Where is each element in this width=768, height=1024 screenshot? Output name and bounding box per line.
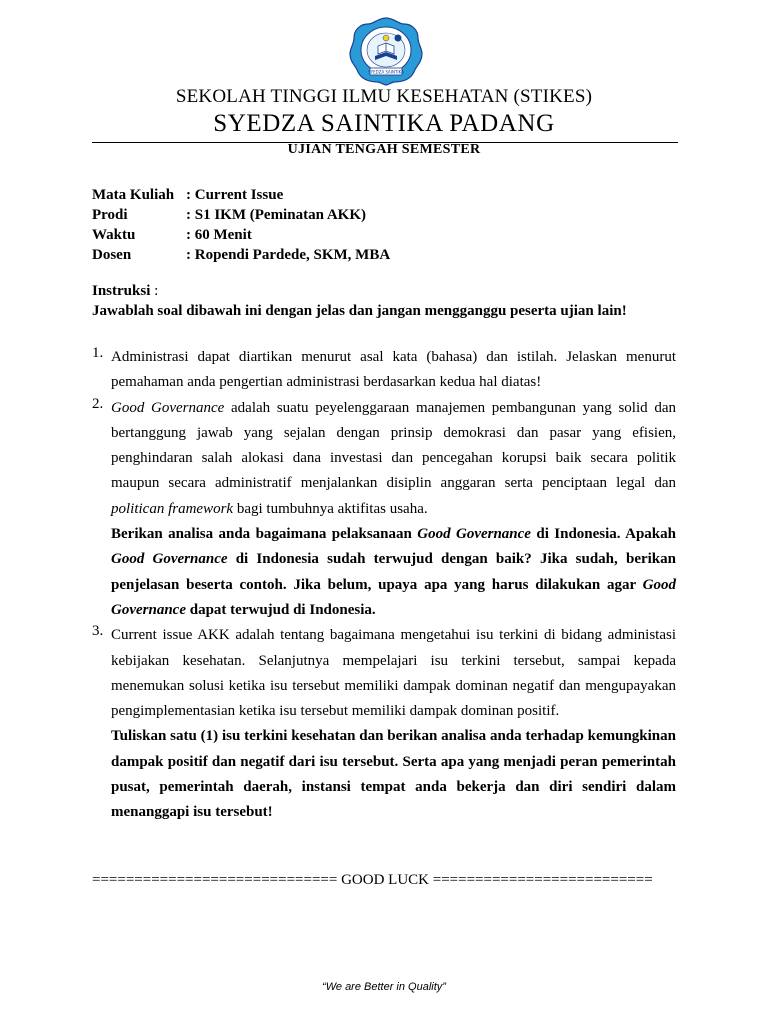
meta-label: Prodi — [92, 207, 128, 223]
meta-value: : S1 IKM (Peminatan AKK) — [186, 207, 366, 223]
italic-term: Good Governance — [111, 399, 225, 416]
course-info — [92, 185, 390, 265]
text-run: Berikan analisa anda bagaimana pelaksanaan — [111, 526, 418, 543]
question-number: 3. — [92, 623, 104, 640]
question-item — [92, 623, 676, 825]
meta-row-duration — [92, 225, 390, 245]
question-number: 1. — [92, 345, 104, 361]
text-run: adalah suatu peyelenggaraan manajemen pembangunan yang solid dan bertanggung jawab yang sejalan dengan prinsip demokrasi dan pasar yang efisien, penghindaran salah alokasi dana investasi dan pencegahan korupsi baik secara politik maupun secara administratif menjalankan disiplin anggaran serta penciptaan legal dan — [111, 399, 676, 492]
question-item — [92, 396, 676, 624]
meta-label: Waktu — [92, 227, 136, 243]
italic-term: Good Governance — [111, 551, 228, 568]
exam-title: UJIAN TENGAH SEMESTER — [287, 142, 481, 157]
question-text: Current issue AKK adalah tentang bagaimana mengetahui isu terkini di bidang administasi kebijakan kesehatan. Selanjutnya mempelajari isu terkini tersebut, sampai kepada menemukan solusi ketika isu tersebut memiliki dampak dominan negatif dan mengupayakan pengimplementasian ketika isu tersebut memiliki dampak dominan positif. — [111, 627, 676, 720]
question-text — [111, 396, 676, 522]
text-run: dapat terwujud di Indonesia. — [186, 601, 376, 618]
question-item — [92, 345, 676, 396]
institution-name-line1: SEKOLAH TINGGI ILMU KESEHATAN (STIKES) — [175, 86, 593, 107]
meta-label: Dosen — [92, 247, 132, 263]
meta-row-lecturer — [92, 245, 390, 265]
text-run: bagi tumbuhnya aktifitas usaha. — [233, 500, 428, 517]
meta-row-course — [92, 185, 390, 205]
italic-term: Good Governance — [111, 576, 676, 618]
meta-value: : Ropendi Pardede, SKM, MBA — [186, 247, 391, 263]
question-list — [92, 345, 676, 826]
institution-name-line2: SYEDZA SAINTIKA PADANG — [213, 110, 555, 137]
meta-value: : 60 Menit — [186, 227, 252, 243]
question-number: 2. — [92, 395, 104, 412]
text-run: di Indonesia. Apakah — [530, 526, 676, 543]
question-task — [111, 522, 676, 623]
instructions — [92, 281, 676, 321]
logo-banner-text: SYEDZA SAINTIKA — [368, 69, 404, 75]
meta-row-program — [92, 205, 390, 225]
instructions-text: Jawablah soal dibawah ini dengan jelas dan jangan mengganggu peserta ujian lain! — [92, 303, 627, 319]
footer-motto: “We are Better in Quality” — [322, 981, 446, 993]
instructions-colon: : — [150, 283, 159, 299]
question-task: Tuliskan satu (1) isu terkini kesehatan dan berikan analisa anda terhadap kemungkinan dampak positif dan negatif dari isu tersebut. Serta apa yang menjadi peran pemerintah pusat, pemerintah daerah, instansi tempat anda bekerja dan diri sendiri dalam menanggapi isu tersebut! — [111, 728, 676, 821]
meta-label: Mata Kuliah — [92, 187, 175, 203]
closing-line: ============================= GOOD LUCK ========================== — [92, 872, 653, 888]
question-text: Administrasi dapat diartikan menurut asal kata (bahasa) dan istilah. Jelaskan menurut pemahaman anda pengertian administrasi berdasarkan kedua hal diatas! — [111, 349, 676, 391]
instructions-heading — [92, 281, 676, 301]
italic-term: Good Governance — [417, 526, 531, 543]
stikes-logo-emblem — [348, 16, 424, 86]
meta-value: : Current Issue — [186, 187, 284, 203]
instructions-heading-text: Instruksi — [92, 283, 151, 299]
text-run: di Indonesia sudah terwujud dengan baik? Jika sudah, berikan penjelasan beserta contoh. Jika belum, upaya apa yang harus dilakukan agar — [111, 551, 676, 593]
italic-term: politican framework — [111, 500, 234, 517]
